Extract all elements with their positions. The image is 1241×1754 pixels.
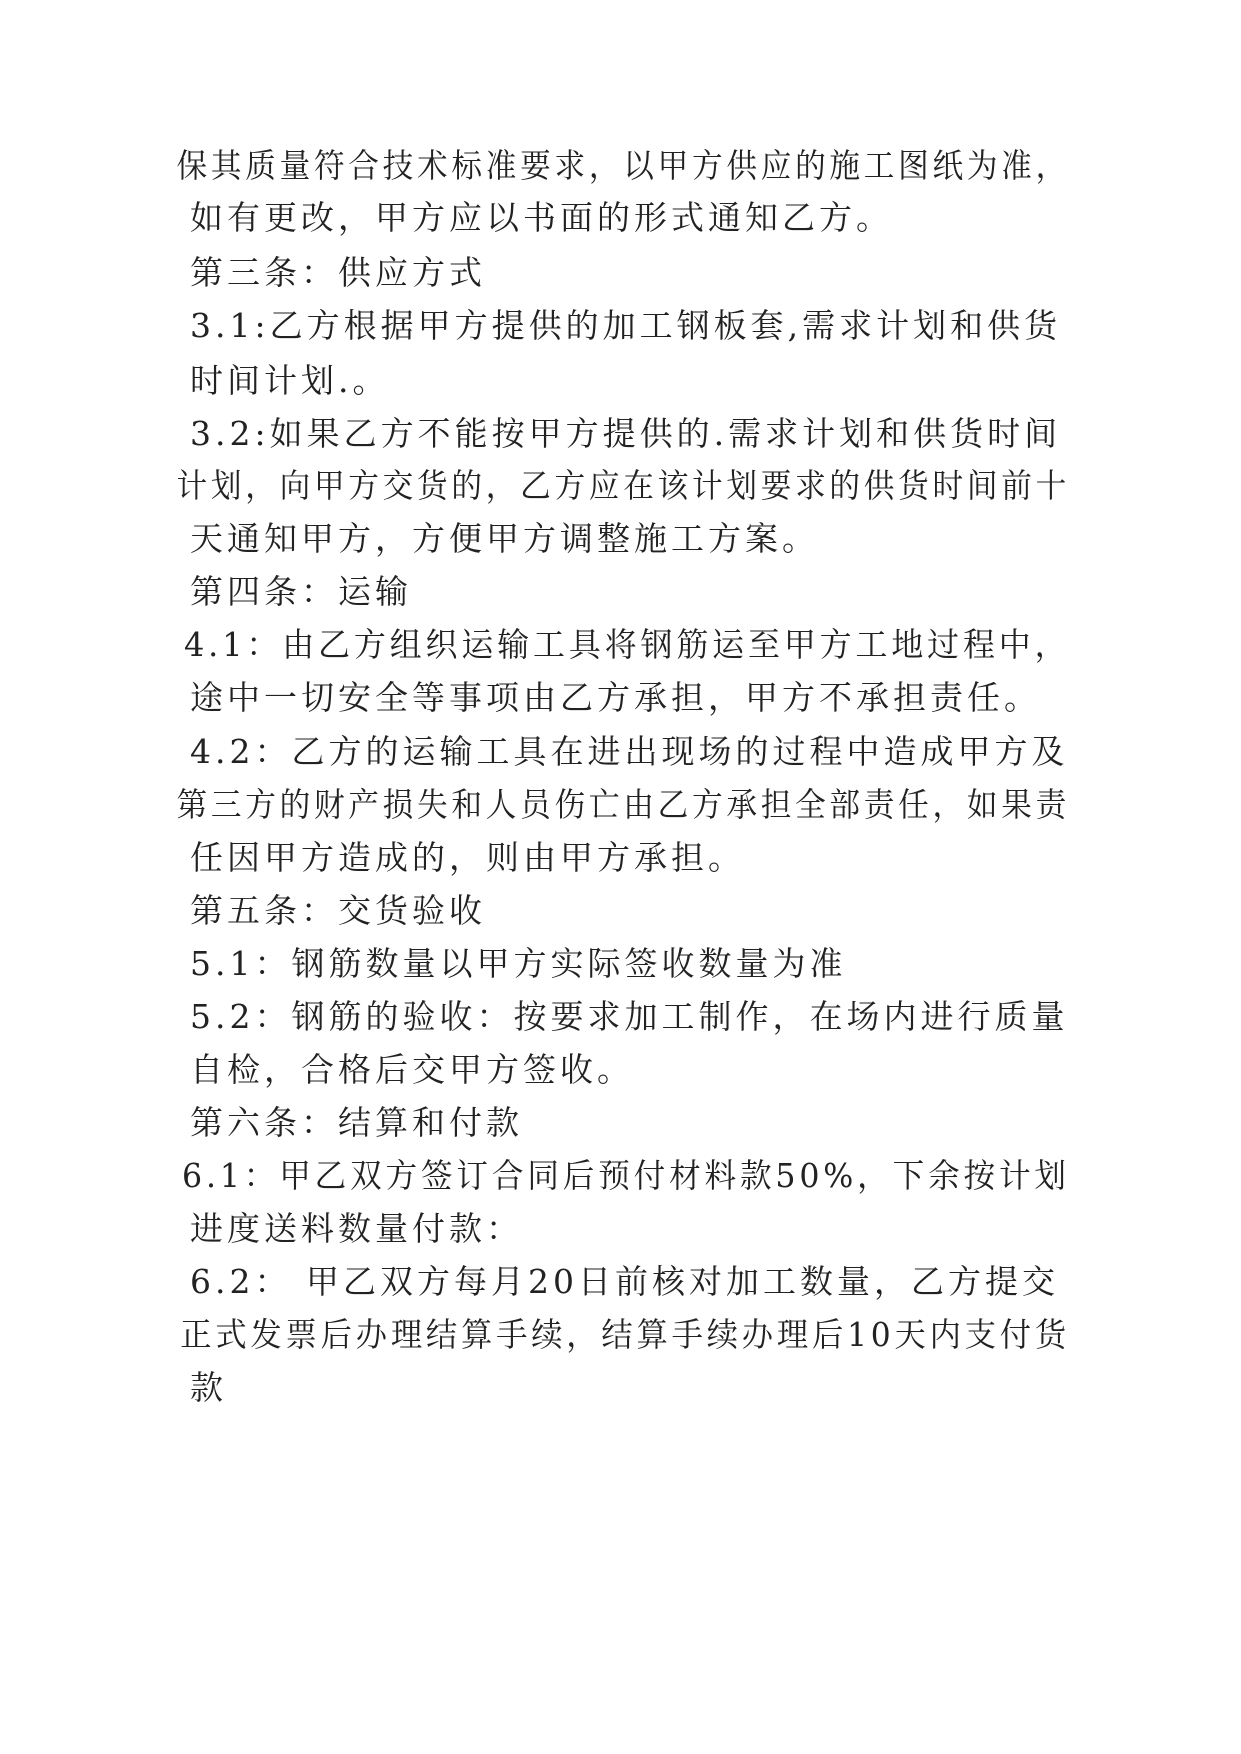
paragraph-line: 保其质量符合技术标准要求，以甲方供应的施工图纸为准，: [176, 146, 1070, 185]
clause-line: 计划，向甲方交货的，乙方应在该计划要求的供货时间前十: [176, 466, 1070, 505]
clause-line: 途中一切安全等事项由乙方承担，甲方不承担责任。: [190, 678, 1041, 717]
clause-line: 6.2： 甲乙双方每月20日前核对加工数量，乙方提交: [190, 1262, 1059, 1301]
clause-line: 款: [190, 1368, 227, 1407]
clause-line: 时间计划.。: [190, 361, 390, 400]
clause-line: 天通知甲方，方便甲方调整施工方案。: [190, 519, 819, 558]
paragraph-line: 如有更改，甲方应以书面的形式通知乙方。: [190, 198, 893, 237]
section-heading: 第四条：运输: [190, 572, 412, 611]
clause-line: 4.1：由乙方组织运输工具将钢筋运至甲方工地过程中，: [183, 625, 1071, 664]
clause-line: 正式发票后办理结算手续，结算手续办理后10天内支付货: [180, 1315, 1071, 1354]
section-heading: 第三条：供应方式: [190, 253, 486, 292]
clause-line: 5.2：钢筋的验收：按要求加工制作，在场内进行质量: [190, 997, 1069, 1036]
section-heading: 第五条：交货验收: [190, 891, 486, 930]
clause-line: 自检，合格后交甲方签收。: [190, 1050, 634, 1089]
section-heading: 第六条：结算和付款: [190, 1103, 523, 1142]
clause-line: 6.1：甲乙双方签订合同后预付材料款50%，下余按计划: [182, 1156, 1070, 1195]
clause-line: 任因甲方造成的，则由甲方承担。: [190, 838, 745, 877]
clause-line: 3.2:如果乙方不能按甲方提供的.需求计划和供货时间: [190, 414, 1062, 453]
clause-line: 第三方的财产损失和人员伤亡由乙方承担全部责任，如果责: [176, 785, 1070, 824]
clause-line: 3.1:乙方根据甲方提供的加工钢板套,需求计划和供货: [190, 306, 1062, 345]
clause-line: 4.2：乙方的运输工具在进出现场的过程中造成甲方及: [190, 732, 1069, 771]
clause-line: 5.1：钢筋数量以甲方实际签收数量为准: [190, 944, 847, 983]
clause-line: 进度送料数量付款：: [190, 1209, 523, 1248]
